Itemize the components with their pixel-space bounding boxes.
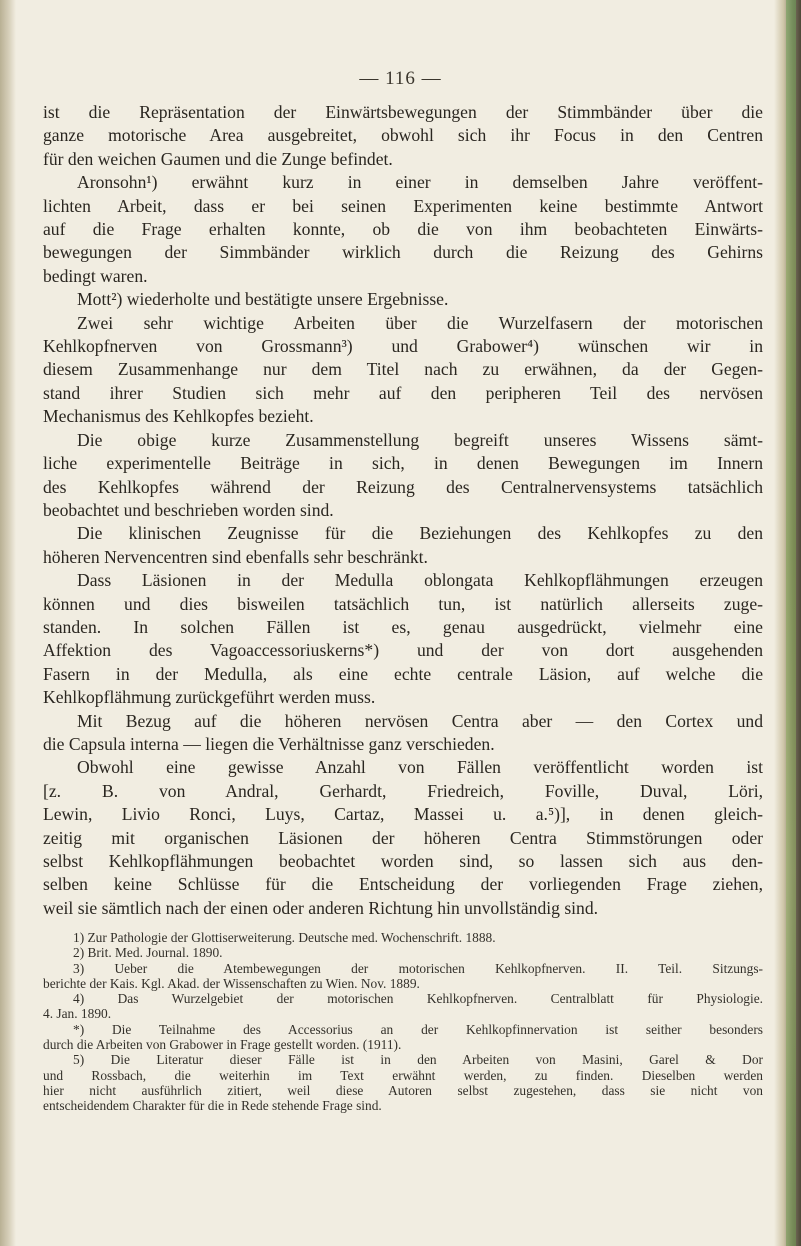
footnote-line: berichte der Kais. Kgl. Akad. der Wissenschaften zu Wien. Nov. 1889.: [43, 975, 420, 991]
text-line: können und dies bisweilen tatsächlich tun, ist natürlich allerseits zuge-: [43, 593, 763, 614]
text-line: selbst Kehlkopflähmungen beobachtet worden sind, so lassen sich aus den-: [43, 851, 763, 871]
main-text: [43, 101, 763, 920]
text-line: Aronsohn¹) erwähnt kurz in einer in demselben Jahre veröffent-: [77, 172, 763, 193]
text-line: des Kehlkopfes während der Reizung des Centralnervensystems tatsächlich: [43, 476, 763, 497]
footnote-line: und Rossbach, die weiterhin im Text erwähnt werden, zu finden. Dieselben werden: [43, 1067, 763, 1083]
footnote-line: 5) Die Literatur dieser Fälle ist in den Arbeiten von Masini, Garel & Dor: [73, 1052, 763, 1068]
page-number: — 116 —: [359, 68, 442, 89]
text-line: ganze motorische Area ausgebreitet, obwohl sich ihr Focus in den Centren: [43, 125, 763, 146]
text-line: Die klinischen Zeugnisse für die Beziehungen des Kehlkopfes zu den: [77, 523, 763, 544]
text-line: Lewin, Livio Ronci, Luys, Cartaz, Massei u. a.⁵)], in denen gleich-: [43, 804, 763, 825]
footnote-line: 1) Zur Pathologie der Glottiserweiterung. Deutsche med. Wochenschrift. 1888.: [73, 930, 496, 945]
footnote-line: 4) Das Wurzelgebiet der motorischen Kehlkopfnerven. Centralblatt für Physiologie.: [73, 991, 763, 1007]
text-line: diesem Zusammenhange nur dem Titel nach zu erwähnen, da der Gegen-: [43, 359, 763, 380]
text-line: bedingt waren.: [43, 265, 148, 286]
text-line: ist die Repräsentation der Einwärtsbewegungen der Stimmbänder über die: [43, 102, 763, 122]
footnote-line: 3) Ueber die Atembewegungen der motorischen Kehlkopfnerven. II. Teil. Sitzungs-: [73, 960, 763, 976]
text-line: beobachtet und beschrieben worden sind.: [43, 499, 334, 520]
footnote-line: 4. Jan. 1890.: [43, 1006, 112, 1022]
text-line: höheren Nervencentren sind ebenfalls sehr beschränkt.: [43, 546, 428, 567]
text-line: Dass Läsionen in der Medulla oblongata Kehlkopflähmungen erzeugen: [77, 570, 763, 591]
text-line: Kehlkopflähmung zurückgeführt werden muss.: [43, 687, 376, 708]
text-line: lichten Arbeit, dass er bei seinen Experimenten keine bestimmte Antwort: [43, 195, 763, 216]
footnotes: [43, 930, 763, 1114]
footnote-line: *) Die Teilnahme des Accessorius an der Kehlkopfinnervation ist seither besonders: [73, 1021, 763, 1037]
text-line: stand ihrer Studien sich mehr auf den peripheren Teil des nervösen: [43, 382, 763, 403]
text-line: liche experimentelle Beiträge in sich, in denen Bewegungen im Innern: [43, 453, 763, 474]
text-line: Mit Bezug auf die höheren nervösen Centra aber — den Cortex und: [77, 710, 763, 731]
text-line: Zwei sehr wichtige Arbeiten über die Wurzelfasern der motorischen: [77, 312, 763, 333]
footnote-line: 2) Brit. Med. Journal. 1890.: [73, 945, 223, 961]
footnote-line: durch die Arbeiten von Grabower in Frage gestellt worden. (1911).: [43, 1037, 402, 1053]
text-line: die Capsula interna — liegen die Verhältnisse ganz verschieden.: [43, 733, 495, 754]
text-line: bewegungen der Simmbänder wirklich durch die Reizung des Gehirns: [43, 242, 763, 263]
text-line: [z. B. von Andral, Gerhardt, Friedreich, Foville, Duval, Löri,: [43, 780, 763, 801]
text-line: zeitig mit organischen Läsionen der höheren Centra Stimmstörungen oder: [43, 827, 763, 848]
text-line: Fasern in der Medulla, als eine echte centrale Läsion, auf welche die: [43, 663, 763, 684]
footnote-line: entscheidendem Charakter für die in Rede stehende Frage sind.: [43, 1098, 382, 1114]
text-line: Obwohl eine gewisse Anzahl von Fällen veröffentlicht worden ist: [77, 757, 763, 778]
text-line: weil sie sämtlich nach der einen oder anderen Richtung hin unvollständig sind.: [43, 897, 599, 918]
text-line: Kehlkopfnerven von Grossmann³) und Grabower⁴) wünschen wir in: [43, 336, 763, 357]
footnote-line: hier nicht ausführlich zitiert, weil diese Autoren selbst zugestehen, dass sie nicht von: [43, 1082, 763, 1098]
page-left-edge-shadow: [0, 0, 16, 1246]
spine-color-band: [786, 0, 796, 1246]
text-line: Mott²) wiederholte und bestätigte unsere Ergebnisse.: [77, 289, 449, 310]
text-line: für den weichen Gaumen und die Zunge befindet.: [43, 148, 393, 169]
text-line: Affektion des Vagoaccessoriuskerns*) und der von dort ausgehenden: [43, 640, 763, 661]
text-line: standen. In solchen Fällen ist es, genau ausgedrückt, vielmehr eine: [43, 616, 763, 637]
text-line: auf die Frage erhalten konnte, ob die von ihm beobachteten Einwärts-: [43, 219, 763, 240]
text-line: selben keine Schlüsse für die Entscheidung der vorliegenden Frage ziehen,: [43, 874, 763, 895]
text-line: Die obige kurze Zusammenstellung begreift unseres Wissens sämt-: [77, 429, 763, 450]
text-line: Mechanismus des Kehlkopfes bezieht.: [43, 406, 314, 427]
